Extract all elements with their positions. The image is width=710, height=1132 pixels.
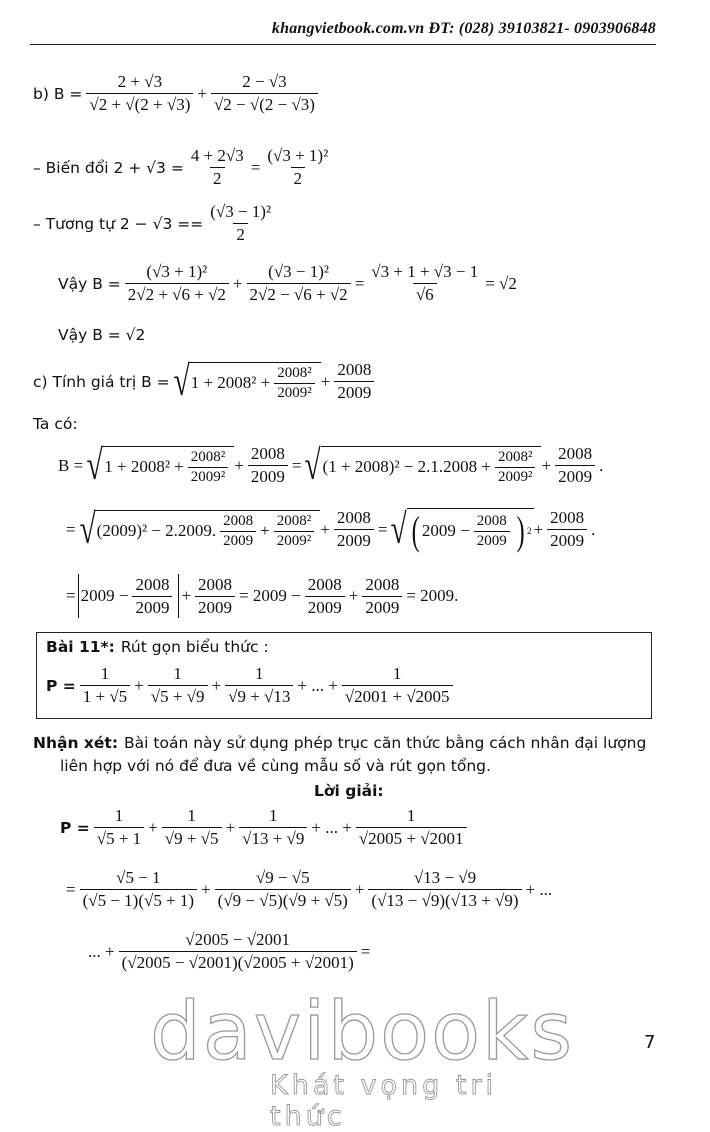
sol-num2: 1 bbox=[187, 806, 196, 825]
solution-line2: = $\frac{√5 - 1}{(√5 - 1)(√5 + 1)}$ + $\frac{√9 - √5}{(√9 - √5)(√9 + √5)}$ + $\frac{√13 - √9}{(√13 - √9)(√13 + √9)}$ + ... bbox=[66, 868, 553, 910]
line1-lhs: B = bbox=[58, 455, 84, 475]
part-c-label: c) Tính giá trị B = bbox=[33, 372, 170, 391]
step1-den-b: 2 bbox=[291, 167, 306, 189]
sol2-num1: √5 − 1 bbox=[116, 868, 161, 887]
watermark-brand: davibooks bbox=[150, 985, 575, 1078]
line2-frac5-den: 2009 bbox=[547, 529, 587, 551]
sol-dots: + ... + bbox=[311, 817, 352, 837]
part-b-step1: – Biến đổi 2 + √3 = $\frac{4 + 2√3}{2}$ = $\frac{\text{(√3 + 1)²}}{2}$ bbox=[33, 146, 335, 189]
ex-den2: √5 + √9 bbox=[148, 685, 208, 707]
line3-frac-num: 2008 bbox=[135, 574, 170, 594]
line2-frac4-den: 2009 bbox=[474, 531, 510, 550]
line2-frac3-num: 2008 bbox=[336, 508, 371, 527]
exercise-title-line bbox=[46, 638, 269, 656]
part-c-frac-num: 2008² bbox=[277, 364, 312, 381]
step3-num2: (√3 − 1)² bbox=[268, 262, 330, 281]
part-c-definition: c) Tính giá trị B = √ 1 + 2008² + $\frac{\text{2008²}}{\text{2009²}}$ + $\frac{2008}{2009}$ bbox=[33, 360, 378, 403]
line2-frac2-num: 2008² bbox=[276, 512, 312, 529]
line2-frac3-den: 2009 bbox=[334, 529, 374, 551]
page-header: khangvietbook.com.vn ĐT: (028) 39103821- 0903906848 bbox=[271, 20, 656, 37]
sol2-dots: + ... bbox=[525, 879, 553, 899]
sol-num3: 1 bbox=[268, 806, 278, 825]
sol-den2: √9 + √5 bbox=[162, 827, 222, 849]
line2-frac2-den: 2009² bbox=[274, 531, 315, 550]
line1-frac2-num: 2008 bbox=[250, 444, 285, 463]
part-c-line2: = √ (2009)² − 2.2009. $\frac{2008}{2009}$ + $\frac{\text{2008²}}{\text{2009²}}$ + $\frac{2008}{2009}$ = √ ( 2009 − $\frac{2008}{2009}$ ) 2 + $\frac{2008}{2009}$ . bbox=[66, 506, 596, 553]
line1-frac3-num: 2008² bbox=[497, 448, 533, 465]
part-b-den2: √2 − √(2 − √3) bbox=[211, 93, 318, 115]
part-b-num2: 2 − √3 bbox=[242, 72, 287, 91]
line1-mid: (1 + 2008)² − 2.1.2008 + bbox=[322, 457, 491, 476]
line2-frac4-num: 2008 bbox=[476, 512, 507, 529]
line3-frac2-num: 2008 bbox=[198, 574, 233, 594]
remark-text2: liên hợp với nó để đưa về cùng mẫu số và rút gọn tổng. bbox=[60, 757, 491, 775]
line3-frac2-den: 2009 bbox=[195, 596, 235, 618]
sol3-dots: ... + bbox=[88, 941, 115, 961]
line3-frac-den: 2009 bbox=[132, 596, 172, 618]
solution-lhs: P = bbox=[60, 818, 90, 837]
line3-abs: 2009 − bbox=[80, 586, 129, 605]
solution-line1: P = $\frac{1}{√5 + 1}$ + $\frac{1}{√9 + √5}$ + $\frac{1}{√13 + √9}$ + ... + $\frac{1}{√2005 + √2001}$ bbox=[60, 806, 471, 849]
line1-inner: 1 + 2008² + bbox=[104, 457, 184, 476]
ex-den4: √2001 + √2005 bbox=[342, 685, 453, 707]
ex-num1: 1 bbox=[100, 664, 110, 683]
step3-den2: 2√2 − √6 + √2 bbox=[247, 283, 351, 305]
part-b-den1: √2 + √(2 + √3) bbox=[86, 93, 193, 115]
line2-frac-num: 2008 bbox=[223, 512, 254, 529]
line2-frac5-num: 2008 bbox=[550, 508, 585, 527]
step1-den-a: 2 bbox=[210, 167, 225, 189]
solution-title: Lời giải: bbox=[314, 782, 384, 800]
sol-num1: 1 bbox=[114, 806, 124, 825]
line3-result: = 2009. bbox=[406, 586, 459, 605]
ex-den3: √9 + √13 bbox=[225, 685, 293, 707]
line1-frac3-den: 2009² bbox=[495, 467, 536, 486]
sol3-num: √2005 − √2001 bbox=[185, 930, 291, 949]
sol2-num2: √9 − √5 bbox=[255, 868, 310, 887]
solution-line3 bbox=[88, 930, 370, 973]
part-c-line3: = 2009 − $\frac{2008}{2009}$ + $\frac{2008}{2009}$ = 2009 − $\frac{2008}{2009}$ + $\frac{2008}{2009}$ = 2009. bbox=[66, 574, 459, 617]
step3-label: Vậy B = bbox=[58, 274, 121, 293]
part-c-frac-den: 2009² bbox=[274, 383, 315, 402]
line3-frac3-num: 2008 bbox=[307, 574, 342, 594]
step3-den3: √6 bbox=[413, 283, 437, 305]
line1-frac2-den: 2009 bbox=[248, 465, 288, 487]
step3-den1: 2√2 + √6 + √2 bbox=[125, 283, 229, 305]
ex-num2: 1 bbox=[173, 664, 182, 683]
step1-num-a: 4 + 2√3 bbox=[190, 146, 244, 165]
exercise-title: Bài 11*: bbox=[46, 638, 115, 656]
step3-num1: (√3 + 1)² bbox=[146, 262, 208, 281]
part-b-step2 bbox=[33, 202, 278, 245]
sol3-den: (√2005 − √2001)(√2005 + √2001) bbox=[119, 951, 357, 973]
sol-den4: √2005 + √2001 bbox=[356, 827, 467, 849]
line3-frac3-den: 2009 bbox=[305, 596, 345, 618]
ex-dots: + ... + bbox=[297, 675, 338, 695]
ta-co: Ta có: bbox=[33, 415, 78, 433]
ex-den1: 1 + √5 bbox=[80, 685, 130, 707]
line3-frac4-den: 2009 bbox=[362, 596, 402, 618]
ex-num4: 1 bbox=[392, 664, 402, 683]
sol-den3: √13 + √9 bbox=[239, 827, 307, 849]
line3-mid: = 2009 − bbox=[239, 586, 301, 605]
part-c-inner: 1 + 2008² + bbox=[190, 373, 271, 392]
part-c-frac2-num: 2008 bbox=[337, 360, 372, 379]
sol2-num3: √13 − √9 bbox=[413, 868, 477, 887]
line2-inner: (2009)² − 2.2009. bbox=[96, 521, 217, 540]
line1-frac4-num: 2008 bbox=[558, 444, 593, 463]
watermark-slogan: Khát vọng tri thức bbox=[270, 1070, 498, 1132]
line1-frac4-den: 2009 bbox=[555, 465, 595, 487]
line2-paren: 2009 − bbox=[421, 521, 470, 540]
line2-frac-den: 2009 bbox=[220, 531, 256, 550]
exercise-title-rest: Rút gọn biểu thức : bbox=[120, 638, 269, 656]
page-number: 7 bbox=[644, 1032, 656, 1053]
sol2-den2: (√9 − √5)(√9 + √5) bbox=[215, 889, 351, 911]
step3-result: = √2 bbox=[485, 273, 517, 293]
header-rule bbox=[30, 44, 656, 45]
sol3-eq: = bbox=[360, 941, 371, 961]
part-b-label: b) B = bbox=[33, 84, 83, 103]
sol2-den3: (√13 − √9)(√13 + √9) bbox=[368, 889, 521, 911]
exercise-lhs: P = bbox=[46, 676, 76, 695]
step2-num: (√3 − 1)² bbox=[210, 202, 272, 221]
step3-num3: √3 + 1 + √3 − 1 bbox=[371, 262, 479, 281]
step1-label: – Biến đổi 2 + √3 = bbox=[33, 158, 184, 177]
step1-num-b: (√3 + 1)² bbox=[267, 146, 329, 165]
step2-den: 2 bbox=[233, 223, 248, 245]
step2-label: – Tương tự 2 − √3 == bbox=[33, 214, 204, 233]
remark-line1 bbox=[33, 734, 646, 752]
part-b-definition: b) B = $\frac{2 + √3}{√2 + √(2 + √3)}$ + $\frac{2 - √3}{√2 - √(2 - √3)}$ bbox=[33, 72, 322, 115]
remark-label: Nhận xét: bbox=[33, 734, 119, 752]
line1-frac-num: 2008² bbox=[190, 448, 226, 465]
sol-num4: 1 bbox=[406, 806, 416, 825]
remark-text1: Bài toán này sử dụng phép trục căn thức bằng cách nhân đại lượng bbox=[124, 734, 647, 752]
part-c-frac2-den: 2009 bbox=[334, 381, 374, 403]
part-b-num1: 2 + √3 bbox=[117, 72, 163, 91]
sol-den1: √5 + 1 bbox=[94, 827, 144, 849]
line3-frac4-num: 2008 bbox=[365, 574, 400, 594]
sol2-den1: (√5 − 1)(√5 + 1) bbox=[80, 889, 197, 911]
part-c-line1: B = √ 1 + 2008² + $\frac{\text{2008²}}{\text{2009²}}$ + $\frac{2008}{2009}$ = √ (1 + 2008)² − 2.1.2008 + $\frac{\text{2008²}}{\text{2009²}}$ + $\frac{2008}{2009}$ . bbox=[58, 442, 604, 489]
part-b-conclusion: Vậy B = √2 bbox=[58, 326, 146, 344]
ex-num3: 1 bbox=[254, 664, 264, 683]
part-b-step3: Vậy B = $\frac{\text{(√3 + 1)²}}{2√2 + √6 + √2}$ + $\frac{\text{(√3 − 1)²}}{2√2 - √6 + √2}$ = $\frac{√3 + 1 + √3 - 1}{√6}$ = √2 bbox=[58, 262, 517, 304]
line1-frac-den: 2009² bbox=[188, 467, 229, 486]
exercise-expression: P = $\frac{1}{1 + √5}$ + $\frac{1}{√5 + √9}$ + $\frac{1}{√9 + √13}$ + ... + $\frac{1}{√2001 + √2005}$ bbox=[46, 664, 457, 707]
